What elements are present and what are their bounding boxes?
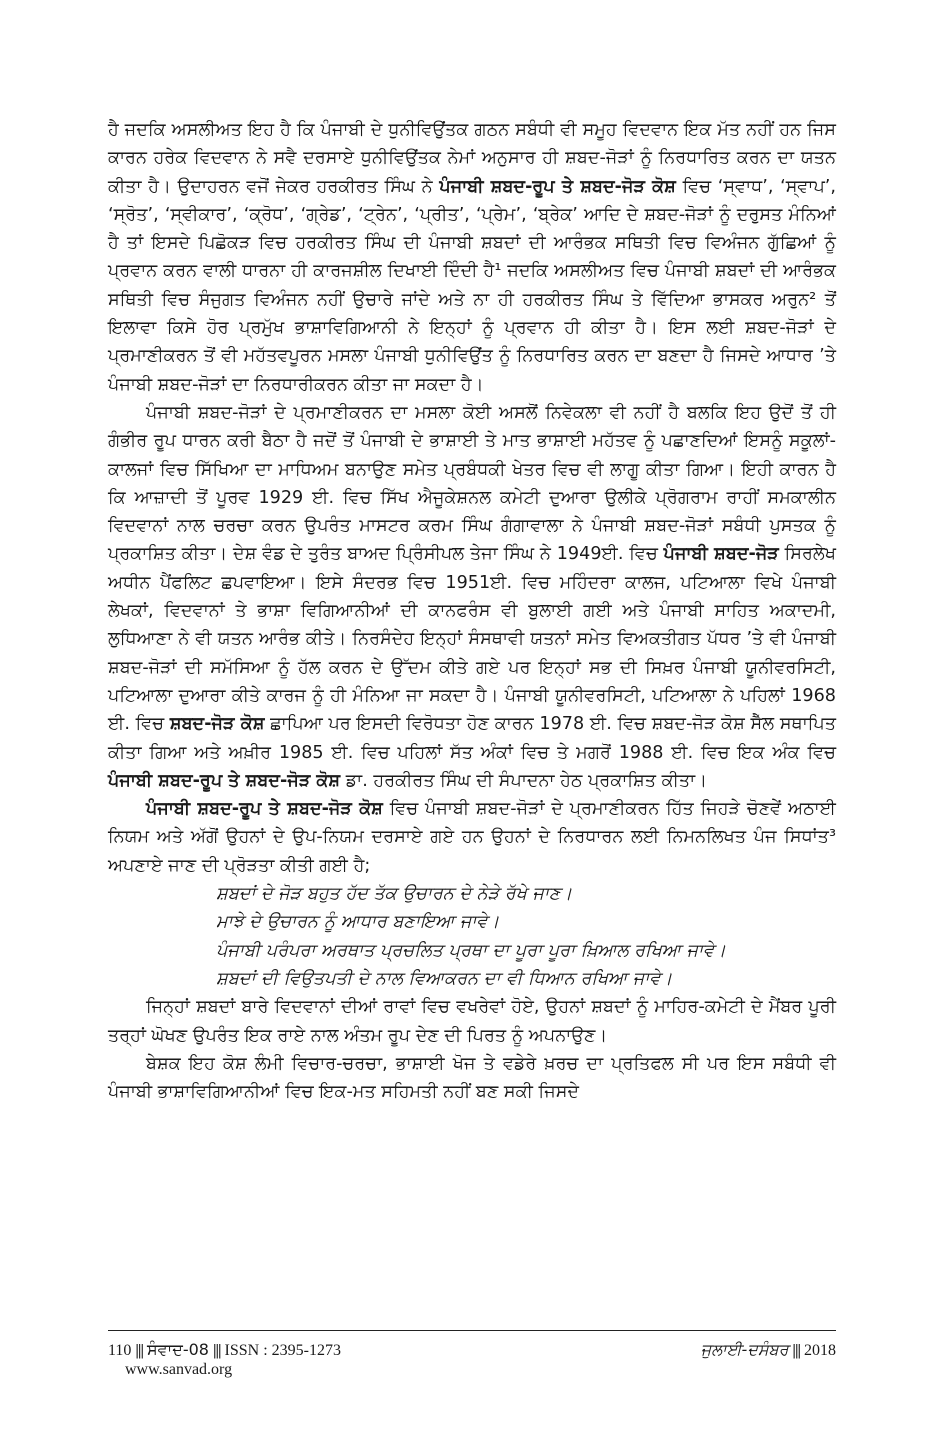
page-number: 110 bbox=[108, 1342, 132, 1359]
book-title: ਪੰਜਾਬੀ ਸ਼ਬਦ-ਰੂਪ ਤੇ ਸ਼ਬਦ-ਜੋੜ ਕੋਸ਼ bbox=[146, 799, 383, 820]
principle-item: ਸ਼ਬਦਾਂ ਦੀ ਵਿਉਤਪਤੀ ਦੇ ਨਾਲ ਵਿਆਕਰਨ ਦਾ ਵੀ ਧਿਆਨ ਰਖਿਆ ਜਾਵੇ। bbox=[216, 968, 673, 989]
paragraph: ਬੇਸ਼ਕ ਇਹ ਕੋਸ਼ ਲੰਮੀ ਵਿਚਾਰ-ਚਰਚਾ, ਭਾਸ਼ਾਈ ਖੋਜ ਤੇ ਵਡੇਰੇ ਖ਼ਰਚ ਦਾ ਪ੍ਰਤਿਫਲ ਸੀ ਪਰ ਇਸ ਸਬੰਧੀ ਵੀ ਪੰਜਾਬੀ ਭਾਸ਼ਾਵਿਗਿਆਨੀਆਂ ਵਿਚ ਇਕ-ਮਤ ਸਹਿਮਤੀ ਨਹੀਂ ਬਣ ਸਕੀ ਜਿਸਦੇ bbox=[108, 1053, 836, 1103]
paragraph-text: ਡਾ. ਹਰਕੀਰਤ ਸਿੰਘ ਦੀ ਸੰਪਾਦਨਾ ਹੇਠ ਪ੍ਰਕਾਸ਼ਿਤ ਕੀਤਾ। bbox=[340, 770, 708, 791]
book-title: ਸ਼ਬਦ-ਜੋੜ ਕੋਸ਼ bbox=[169, 714, 265, 735]
paragraph-text: ਛਾਪਿਆ ਪਰ ਇਸਦੀ ਵਿਰੋਧਤਾ ਹੋਣ ਕਾਰਨ 1978 ਈ. ਵਿਚ ਸ਼ਬਦ-ਜੋੜ ਕੋਸ਼ ਸੈੱਲ ਸਥਾਪਿਤ ਕੀਤਾ ਗਿਆ ਅਤੇ ਅਖ਼ੀਰ 1985 ਈ. ਵਿਚ ਪਹਿਲਾਂ ਸੱਤ ਅੰਕਾਂ ਵਿਚ ਤੇ ਮਗਰੋਂ 1988 ਈ. ਵਿਚ ਇਕ ਅੰਕ ਵਿਚ bbox=[108, 714, 836, 763]
paragraph bbox=[108, 116, 836, 399]
article-paragraphs bbox=[108, 116, 836, 880]
closing-paragraphs bbox=[108, 993, 836, 1106]
issue-year: 2018 bbox=[804, 1342, 836, 1359]
paragraph: ਜਿਨ੍ਹਾਂ ਸ਼ਬਦਾਂ ਬਾਰੇ ਵਿਦਵਾਨਾਂ ਦੀਆਂ ਰਾਵਾਂ ਵਿਚ ਵਖਰੇਵਾਂ ਹੋਏ, ਉਹਨਾਂ ਸ਼ਬਦਾਂ ਨੂੰ ਮਾਹਿਰ-ਕਮੇਟੀ ਦੇ ਮੈਂਬਰ ਪੂਰੀ ਤਰ੍ਹਾਂ ਘੋਖਣ ਉਪਰੰਤ ਇਕ ਰਾਏ ਨਾਲ ਅੰਤਮ ਰੂਪ ਦੇਣ ਦੀ ਪਿਰਤ ਨੂੰ ਅਪਨਾਉਣ। bbox=[108, 997, 836, 1046]
principles-list bbox=[108, 880, 836, 993]
book-title: ਪੰਜਾਬੀ ਸ਼ਬਦ-ਜੋੜ bbox=[663, 544, 779, 565]
issn: ISSN : 2395-1273 bbox=[224, 1342, 341, 1359]
footer-separator: ||| bbox=[212, 1342, 221, 1359]
book-title: ਪੰਜਾਬੀ ਸ਼ਬਦ-ਰੂਪ ਤੇ ਸ਼ਬਦ-ਜੋੜ ਕੋਸ਼ bbox=[439, 176, 676, 197]
issue-period: ਜੁਲਾਈ-ਦਸੰਬਰ bbox=[700, 1340, 789, 1359]
paragraph-text: ਵਿਚ ਪੰਜਾਬੀ ਸ਼ਬਦ-ਜੋੜਾਂ ਦੇ ਪ੍ਰਮਾਣੀਕਰਨ ਹਿੱਤ ਜਿਹੜੇ ਚੋਣਵੇਂ ਅਠਾਈ ਨਿਯਮ ਅਤੇ ਅੱਗੋਂ ਉਹਨਾਂ ਦੇ ਉਪ-ਨਿਯਮ ਦਰਸਾਏ ਗਏ ਹਨ ਉਹਨਾਂ ਦੇ ਨਿਰਧਾਰਨ ਲਈ ਨਿਮਨਲਿਖਤ ਪੰਜ ਸਿਧਾਂਤ³ ਅਪਣਾਏ ਜਾਣ ਦੀ ਪ੍ਰੋੜਤਾ ਕੀਤੀ ਗਈ ਹੈ; bbox=[108, 799, 836, 876]
paragraph-text: ਸਿਰਲੇਖ ਅਧੀਨ ਪੈਂਫਲਿਟ ਛਪਵਾਇਆ। ਇਸੇ ਸੰਦਰਭ ਵਿਚ 1951ਈ. ਵਿਚ ਮਹਿੰਦਰਾ ਕਾਲਜ, ਪਟਿਆਲਾ ਵਿਖੇ ਪੰਜਾਬੀ ਲੇਖਕਾਂ, ਵਿਦਵਾਨਾਂ ਤੇ ਭਾਸ਼ਾ ਵਿਗਿਆਨੀਆਂ ਦੀ ਕਾਨਫਰੰਸ ਵੀ ਬੁਲਾਈ ਗਈ ਅਤੇ ਪੰਜਾਬੀ ਸਾਹਿਤ ਅਕਾਦਮੀ, ਲੁਧਿਆਣਾ ਨੇ ਵੀ ਯਤਨ ਆਰੰਭ ਕੀਤੇ। ਨਿਰਸੰਦੇਹ ਇਨ੍ਹਾਂ ਸੰਸਥਾਵੀ ਯਤਨਾਂ ਸਮੇਤ ਵਿਅਕਤੀਗਤ ਪੱਧਰ ’ਤੇ ਵੀ ਪੰਜਾਬੀ ਸ਼ਬਦ-ਜੋੜਾਂ ਦੀ ਸਮੱਸਿਆ ਨੂੰ ਹੱਲ ਕਰਨ ਦੇ ਉੱਦਮ ਕੀਤੇ ਗਏ ਪਰ ਇਨ੍ਹਾਂ ਸਭ ਦੀ ਸਿਖ਼ਰ ਪੰਜਾਬੀ ਯੂਨੀਵਰਸਿਟੀ, ਪਟਿਆਲਾ ਦੁਆਰਾ ਕੀਤੇ ਕਾਰਜ ਨੂੰ ਹੀ ਮੰਨਿਆ ਜਾ ਸਕਦਾ ਹੈ। ਪੰਜਾਬੀ ਯੂਨੀਵਰਸਿਟੀ, ਪਟਿਆਲਾ ਨੇ ਪਹਿਲਾਂ 1968 ਈ. ਵਿਚ bbox=[108, 544, 836, 735]
website-url: www.sanvad.org bbox=[125, 1361, 233, 1378]
article-body bbox=[108, 116, 836, 1106]
paragraph-text: ਪੰਜਾਬੀ ਸ਼ਬਦ-ਜੋੜਾਂ ਦੇ ਪ੍ਰਮਾਣੀਕਰਨ ਦਾ ਮਸਲਾ ਕੋਈ ਅਸਲੋਂ ਨਿਵੇਕਲਾ ਵੀ ਨਹੀਂ ਹੈ ਬਲਕਿ ਇਹ ਉਦੋਂ ਤੋਂ ਹੀ ਗੰਭੀਰ ਰੂਪ ਧਾਰਨ ਕਰੀ ਬੈਠਾ ਹੈ ਜਦੋਂ ਤੋਂ ਪੰਜਾਬੀ ਦੇ ਭਾਸ਼ਾਈ ਤੇ ਮਾਤ ਭਾਸ਼ਾਈ ਮਹੱਤਵ ਨੂੰ ਪਛਾਣਦਿਆਂ ਇਸਨੂੰ ਸਕੂਲਾਂ-ਕਾਲਜਾਂ ਵਿਚ ਸਿੱਖਿਆ ਦਾ ਮਾਧਿਅਮ ਬਨਾਉਣ ਸਮੇਤ ਪ੍ਰਬੰਧਕੀ ਖੇਤਰ ਵਿਚ ਵੀ ਲਾਗੂ ਕੀਤਾ ਗਿਆ। ਇਹੀ ਕਾਰਨ ਹੈ ਕਿ ਆਜ਼ਾਦੀ ਤੋਂ ਪੂਰਵ 1929 ਈ. ਵਿਚ ਸਿੱਖ ਐਜੂਕੇਸ਼ਨਲ ਕਮੇਟੀ ਦੁਆਰਾ ਉਲੀਕੇ ਪ੍ਰੋਗਰਾਮ ਰਾਹੀਂ ਸਮਕਾਲੀਨ ਵਿਦਵਾਨਾਂ ਨਾਲ ਚਰਚਾ ਕਰਨ ਉਪਰੰਤ ਮਾਸਟਰ ਕਰਮ ਸਿੰਘ ਗੰਗਾਵਾਲਾ ਨੇ ਪੰਜਾਬੀ ਸ਼ਬਦ-ਜੋੜਾਂ ਸਬੰਧੀ ਪੁਸਤਕ ਨੂੰ ਪ੍ਰਕਾਸ਼ਿਤ ਕੀਤਾ। ਦੇਸ਼ ਵੰਡ ਦੇ ਤੁਰੰਤ ਬਾਅਦ ਪ੍ਰਿੰਸੀਪਲ ਤੇਜਾ ਸਿੰਘ ਨੇ 1949ਈ. ਵਿਚ bbox=[108, 402, 836, 565]
journal-name: ਸੰਵਾਦ-08 bbox=[146, 1340, 209, 1359]
footer-separator: ||| bbox=[792, 1342, 800, 1359]
principle-item: ਪੰਜਾਬੀ ਪਰੰਪਰਾ ਅਰਥਾਤ ਪ੍ਰਚਲਿਤ ਪ੍ਰਥਾ ਦਾ ਪੂਰਾ ਪੂਰਾ ਖ਼ਿਆਲ ਰਖਿਆ ਜਾਵੇ। bbox=[216, 940, 726, 961]
principle-item: ਸ਼ਬਦਾਂ ਦੇ ਜੋੜ ਬਹੁਤ ਹੱਦ ਤੱਕ ਉਚਾਰਨ ਦੇ ਨੇੜੇ ਰੱਖੇ ਜਾਣ। bbox=[216, 884, 573, 905]
paragraph bbox=[108, 399, 836, 795]
footer-left bbox=[108, 1340, 341, 1361]
principle-item: ਮਾਝੇ ਦੇ ਉਚਾਰਨ ਨੂੰ ਆਧਾਰ ਬਣਾਇਆ ਜਾਵੇ। bbox=[216, 912, 500, 933]
book-title: ਪੰਜਾਬੀ ਸ਼ਬਦ-ਰੂਪ ਤੇ ਸ਼ਬਦ-ਜੋੜ ਕੋਸ਼ bbox=[108, 770, 341, 791]
footer-right bbox=[701, 1340, 836, 1361]
footer-separator: ||| bbox=[135, 1342, 143, 1359]
paragraph-text: ਵਿਚ ‘ਸ੍ਵਾਧ’, ‘ਸ੍ਵਾਪ’, ‘ਸ੍ਰੋਤ’, ‘ਸ੍ਵੀਕਾਰ’, ‘ਕ੍ਰੋਧ’, ‘ਗ੍ਰੇਡ’, ‘ਟ੍ਰੇਨ’, ‘ਪ੍ਰੀਤ’, ‘ਪ੍ਰੇਮ’, ‘ਬ੍ਰੇਕ’ ਆਦਿ ਦੇ ਸ਼ਬਦ-ਜੋੜਾਂ ਨੂੰ ਦਰੁਸਤ ਮੰਨਿਆਂ ਹੈ ਤਾਂ ਇਸਦੇ ਪਿਛੋਕੜ ਵਿਚ ਹਰਕੀਰਤ ਸਿੰਘ ਦੀ ਪੰਜਾਬੀ ਸ਼ਬਦਾਂ ਦੀ ਆਰੰਭਕ ਸਥਿਤੀ ਵਿਚ ਵਿਅੰਜਨ ਗੁੱਛਿਆਂ ਨੂੰ ਪ੍ਰਵਾਨ ਕਰਨ ਵਾਲੀ ਧਾਰਨਾ ਹੀ ਕਾਰਜਸ਼ੀਲ ਦਿਖਾਈ ਦਿੰਦੀ ਹੈ¹ ਜਦਕਿ ਅਸਲੀਅਤ ਵਿਚ ਪੰਜਾਬੀ ਸ਼ਬਦਾਂ ਦੀ ਆਰੰਭਕ ਸਥਿਤੀ ਵਿਚ ਸੰਜੁਗਤ ਵਿਅੰਜਨ ਨਹੀਂ ਉਚਾਰੇ ਜਾਂਦੇ ਅਤੇ ਨਾ ਹੀ ਹਰਕੀਰਤ ਸਿੰਘ ਤੇ ਵਿੱਦਿਆ ਭਾਸਕਰ ਅਰੁਨ² ਤੋਂ ਇਲਾਵਾ ਕਿਸੇ ਹੋਰ ਪ੍ਰਮੁੱਖ ਭਾਸ਼ਾਵਿਗਿਆਨੀ ਨੇ ਇਨ੍ਹਾਂ ਨੂੰ ਪ੍ਰਵਾਨ ਹੀ ਕੀਤਾ ਹੈ। ਇਸ ਲਈ ਸ਼ਬਦ-ਜੋੜਾਂ ਦੇ ਪ੍ਰਮਾਣੀਕਰਨ ਤੋਂ ਵੀ ਮਹੱਤਵਪੂਰਨ ਮਸਲਾ ਪੰਜਾਬੀ ਧੁਨੀਵਿਉਂਤ ਨੂੰ ਨਿਰਧਾਰਿਤ ਕਰਨ ਦਾ ਬਣਦਾ ਹੈ ਜਿਸਦੇ ਆਧਾਰ ’ਤੇ ਪੰਜਾਬੀ ਸ਼ਬਦ-ਜੋੜਾਂ ਦਾ ਨਿਰਧਾਰੀਕਰਨ ਕੀਤਾ ਜਾ ਸਕਦਾ ਹੈ। bbox=[108, 176, 836, 395]
paragraph-text: ਹੈ ਜਦਕਿ ਅਸਲੀਅਤ ਇਹ ਹੈ ਕਿ ਪੰਜਾਬੀ ਦੇ ਧੁਨੀਵਿਉਂਤਕ ਗਠਨ ਸਬੰਧੀ ਵੀ ਸਮੂਹ ਵਿਦਵਾਨ ਇਕ ਮੱਤ ਨਹੀਂ ਹਨ ਜਿਸ ਕਾਰਨ ਹਰੇਕ ਵਿਦਵਾਨ ਨੇ ਸਵੈ ਦਰਸਾਏ ਧੁਨੀਵਿਉਂਤਕ ਨੇਮਾਂ ਅਨੁਸਾਰ ਹੀ ਸ਼ਬਦ-ਜੋੜਾਂ ਨੂੰ ਨਿਰਧਾਰਿਤ ਕਰਨ ਦਾ ਯਤਨ ਕੀਤਾ ਹੈ। ਉਦਾਹਰਨ ਵਜੋਂ ਜੇਕਰ ਹਰਕੀਰਤ ਸਿੰਘ ਨੇ bbox=[108, 120, 836, 197]
footer-rule bbox=[108, 1330, 836, 1331]
paragraph bbox=[108, 795, 836, 880]
